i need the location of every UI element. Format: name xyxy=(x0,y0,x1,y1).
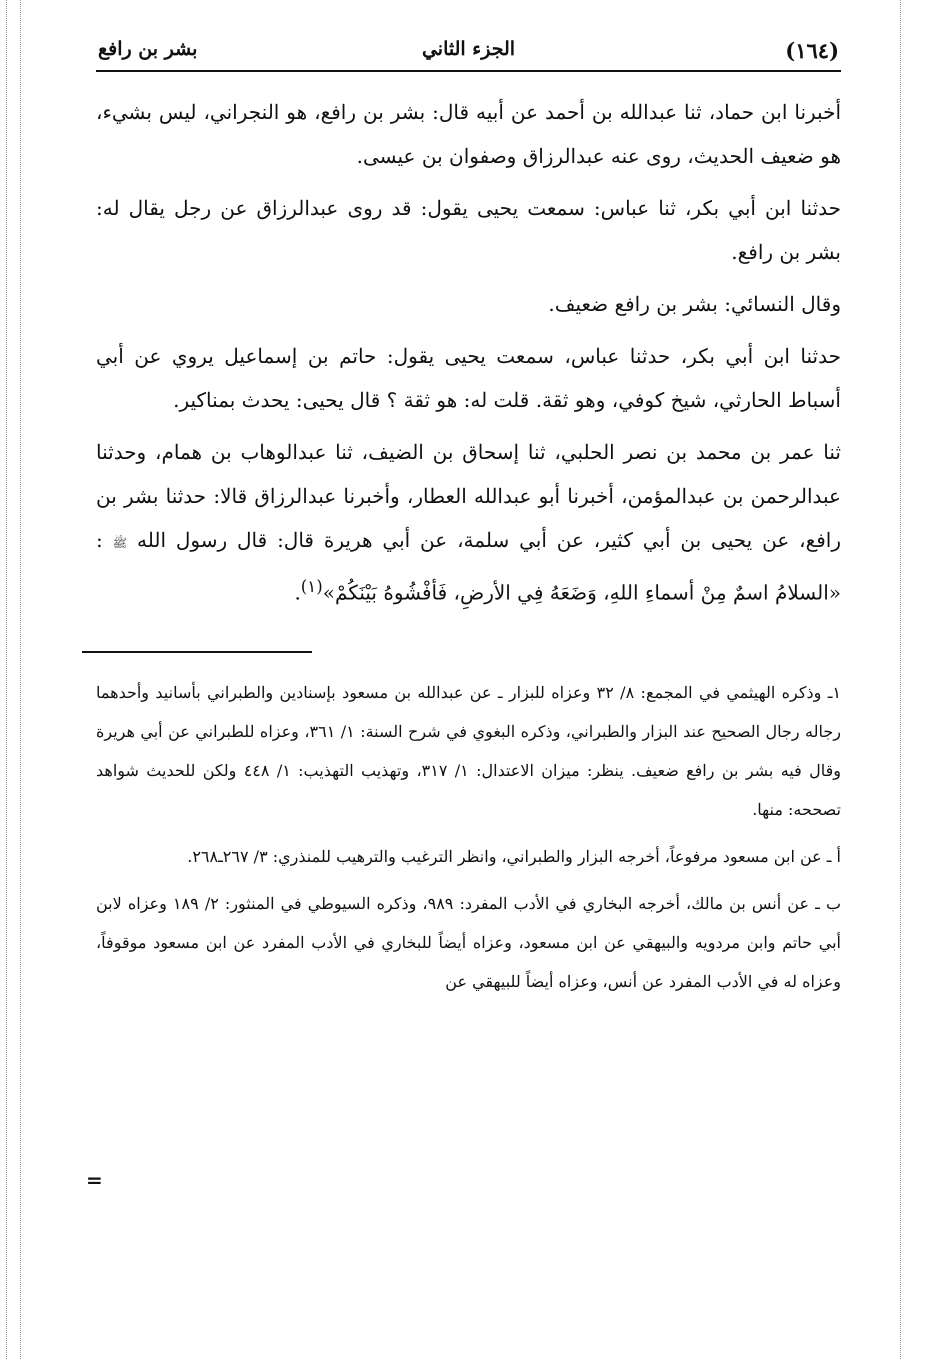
footnote: أ ـ عن ابن مسعود مرفوعاً، أخرجه البزار والطبراني، وانظر الترغيب والترهيب للمنذري: ٣/ ٢٦٧ـ٢٦٨. xyxy=(187,846,841,866)
hadith-end: . xyxy=(294,580,301,605)
hadith-isnad: ثنا عمر بن محمد بن نصر الحلبي، ثنا إسحاق بن الضيف، ثنا عبدالوهاب بن همام، وحدثنا عبدالرحمن بن عبدالمؤمن، أخبرنا أبو عبدالله العطار، وأخبرنا عبدالرزاق قالا: حدثنا بشر بن رافع، عن يحيى بن أبي كثير، عن أبي سلمة، عن أبي هريرة قال: قال رسول الله xyxy=(96,440,842,552)
paragraph: حدثنا ابن أبي بكر، حدثنا عباس، سمعت يحيى يقول: حاتم بن إسماعيل يروي عن أبي أسباط الحارثي، شيخ كوفي، وهو ثقة. قلت له: هو ثقة ؟ قال يحيى: يحدث بمناكير. xyxy=(96,344,841,412)
footnote-ref: (١) xyxy=(300,577,323,596)
footnotes xyxy=(96,673,841,1001)
entry-name: بشر بن رافع xyxy=(98,38,198,60)
part-title: الجزء الثاني xyxy=(421,38,516,60)
footnote: ١ـ وذكره الهيثمي في المجمع: ٨/ ٣٢ وعزاه للبزار ـ عن عبدالله بن مسعود بإسنادين والطبراني بأسانيد وأحدهما رجاله رجال الصحيح عند البزار والطبراني، وذكره البغوي في شرح السنة: ١/ ٣٦١، وعزاه للطبراني عن أبي هريرة وقال فيه بشر بن رافع ضعيف. ينظر: ميزان الاعتدال: ١/ ٣١٧، وتهذيب التهذيب: ١/ ٤٤٨ ولكن للحديث شواهد تصححه: منها. xyxy=(96,682,841,819)
footnote-separator xyxy=(82,651,312,653)
page-number: (١٦٤) xyxy=(785,38,839,63)
hadith-paragraph xyxy=(96,430,841,615)
paragraph: وقال النسائي: بشر بن رافع ضعيف. xyxy=(548,292,841,316)
running-header xyxy=(96,30,841,72)
hadith-matn: : «السلامُ اسمٌ مِنْ أسماءِ اللهِ، وَضَعَهُ فِي الأرضِ، فَأفْشُوهُ بَيْنَكُمْ» xyxy=(96,528,841,605)
main-text xyxy=(96,90,841,615)
book-page xyxy=(96,30,841,1009)
scan-margin-line-left xyxy=(6,0,7,1359)
scan-margin-line-right xyxy=(900,0,901,1359)
footnote: ب ـ عن أنس بن مالك، أخرجه البخاري في الأدب المفرد: ٩٨٩، وذكره السيوطي في المنثور: ٢/ ١٨٩ وعزاه لابن أبي حاتم وابن مردويه والبيهقي عن ابن مسعود، وعزاه أيضاً للبخاري في الأدب المفرد عن ابن مسعود موقوفاً، وعزاه له في الأدب المفرد عن أنس، وعزاه أيضاً للبيهقي عن xyxy=(96,893,842,991)
scan-margin-line-left-inner xyxy=(20,0,21,1359)
paragraph: أخبرنا ابن حماد، ثنا عبدالله بن أحمد عن أبيه قال: بشر بن رافع، هو النجراني، ليس بشيء، هو ضعيف الحديث، روى عنه عبدالرزاق وصفوان بن عيسى. xyxy=(96,100,841,168)
continuation-mark: = xyxy=(86,1168,103,1192)
salawat-honorific: ﷺ xyxy=(112,536,128,550)
paragraph: حدثنا ابن أبي بكر، ثنا عباس: سمعت يحيى يقول: قد روى عبدالرزاق عن رجل يقال له: بشر بن رافع. xyxy=(96,196,841,264)
